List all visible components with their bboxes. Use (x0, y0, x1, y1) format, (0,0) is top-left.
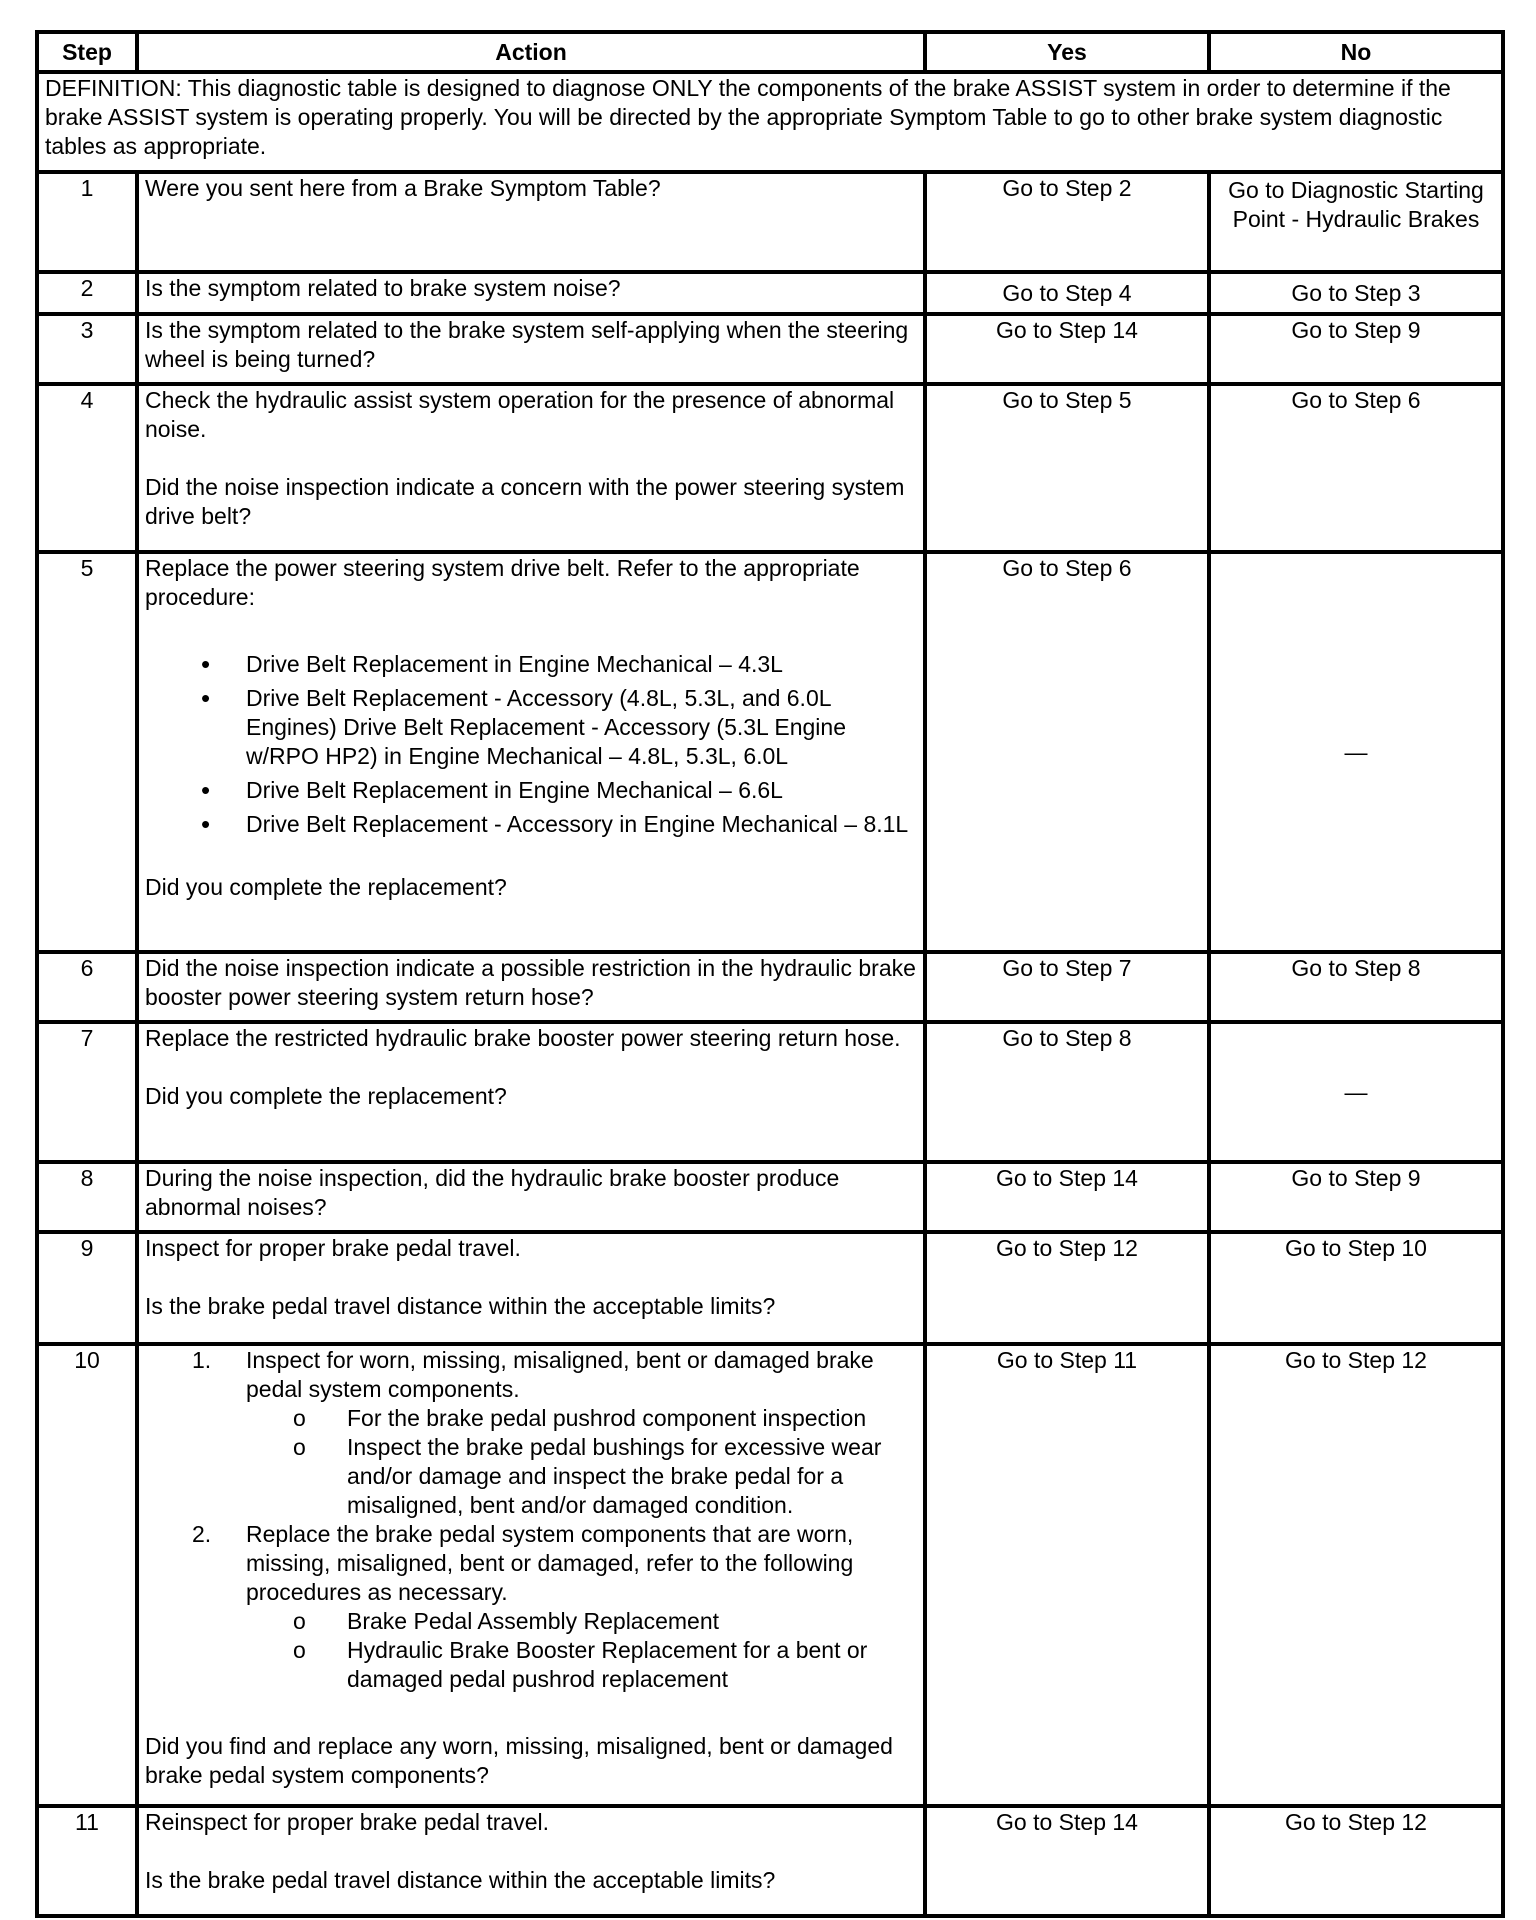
action-cell (137, 1344, 925, 1806)
sub-list (246, 1607, 917, 1694)
action-text: Is the symptom related to brake system noise? (145, 275, 621, 301)
table-row (37, 314, 1503, 384)
no-cell: — (1209, 552, 1503, 952)
action-text: Did the noise inspection indicate a possible restriction in the hydraulic brake booster power steering system return hose? (145, 955, 916, 1010)
definition-text: DEFINITION: This diagnostic table is designed to diagnose ONLY the components of the brake ASSIST system in order to determine if the brake ASSIST system is operating properly. You will be directed by the appropriate Symptom Table to go to other brake system diagnostic tables as appropriate. (37, 72, 1503, 172)
table-row (37, 272, 1503, 314)
action-cell (137, 1806, 925, 1916)
table-row (37, 172, 1503, 272)
no-cell: Go to Step 9 (1209, 314, 1503, 384)
action-question: Did you find and replace any worn, missing, misaligned, bent or damaged brake pedal system components? (145, 1733, 893, 1788)
action-text: Is the symptom related to the brake system self-applying when the steering wheel is being turned? (145, 317, 909, 372)
no-cell: Go to Step 12 (1209, 1806, 1503, 1916)
action-cell (137, 552, 925, 952)
step-number: 1 (37, 172, 137, 272)
no-cell: Go to Step 12 (1209, 1344, 1503, 1806)
step-number: 3 (37, 314, 137, 384)
action-question: Did you complete the replacement? (145, 874, 507, 900)
yes-cell: Go to Step 6 (925, 552, 1209, 952)
step-number: 9 (37, 1232, 137, 1344)
step-number: 4 (37, 384, 137, 552)
header-step: Step (37, 32, 137, 72)
list-item: • Drive Belt Replacement - Accessory in Engine Mechanical – 8.1L (201, 810, 917, 839)
action-text: Replace the restricted hydraulic brake booster power steering return hose. (145, 1025, 901, 1051)
procedure-list (145, 650, 917, 839)
step-number: 6 (37, 952, 137, 1022)
sub-item: o Hydraulic Brake Booster Replacement for a bent or damaged pedal pushrod replacement (293, 1636, 917, 1694)
step-number: 11 (37, 1806, 137, 1916)
yes-cell: Go to Step 4 (925, 272, 1209, 314)
action-cell (137, 952, 925, 1022)
action-text: Were you sent here from a Brake Symptom Table? (145, 175, 661, 201)
list-item: • Drive Belt Replacement in Engine Mechanical – 4.3L (201, 650, 917, 679)
action-cell (137, 1232, 925, 1344)
yes-cell: Go to Step 8 (925, 1022, 1209, 1162)
item-number: 2. (192, 1521, 212, 1547)
action-cell (137, 1162, 925, 1232)
action-cell (137, 314, 925, 384)
yes-cell: Go to Step 14 (925, 314, 1209, 384)
step-number: 10 (37, 1344, 137, 1806)
action-question: Is the brake pedal travel distance within the acceptable limits? (145, 1293, 776, 1319)
item-text: Replace the brake pedal system components that are worn, missing, misaligned, bent or damaged, refer to the following procedures as necessary. (246, 1521, 854, 1605)
list-item (192, 1346, 917, 1520)
no-cell: Go to Diagnostic Starting Point - Hydraulic Brakes (1209, 172, 1503, 272)
no-cell: Go to Step 10 (1209, 1232, 1503, 1344)
yes-cell: Go to Step 14 (925, 1162, 1209, 1232)
action-text: Replace the power steering system drive belt. Refer to the appropriate procedure: (145, 555, 860, 610)
sub-item: o Inspect the brake pedal bushings for excessive wear and/or damage and inspect the brake pedal for a misaligned, bent and/or damaged condition. (293, 1433, 917, 1520)
table-row (37, 1344, 1503, 1806)
sub-list (246, 1404, 917, 1520)
no-cell: Go to Step 3 (1209, 272, 1503, 314)
action-text: Reinspect for proper brake pedal travel. (145, 1809, 549, 1835)
no-cell: Go to Step 8 (1209, 952, 1503, 1022)
item-text: Inspect for worn, missing, misaligned, bent or damaged brake pedal system components. (246, 1347, 874, 1402)
yes-cell: Go to Step 5 (925, 384, 1209, 552)
inspection-steps (145, 1346, 917, 1694)
list-item: • Drive Belt Replacement - Accessory (4.8L, 5.3L, and 6.0L Engines) Drive Belt Replacement - Accessory (5.3L Engine w/RPO HP2) in Engine Mechanical – 4.8L, 5.3L, 6.0L (201, 684, 917, 771)
yes-cell: Go to Step 14 (925, 1806, 1209, 1916)
yes-cell: Go to Step 12 (925, 1232, 1209, 1344)
table-row (37, 1806, 1503, 1916)
action-cell (137, 272, 925, 314)
action-question: Did you complete the replacement? (145, 1083, 507, 1109)
definition-row (37, 72, 1503, 172)
step-number: 2 (37, 272, 137, 314)
header-yes: Yes (925, 32, 1209, 72)
action-question: Is the brake pedal travel distance within the acceptable limits? (145, 1867, 776, 1893)
yes-cell: Go to Step 2 (925, 172, 1209, 272)
no-cell: Go to Step 9 (1209, 1162, 1503, 1232)
action-text: Check the hydraulic assist system operation for the presence of abnormal noise. (145, 387, 895, 442)
table-row (37, 952, 1503, 1022)
diagnostic-table (35, 30, 1505, 1918)
list-item: • Drive Belt Replacement in Engine Mechanical – 6.6L (201, 776, 917, 805)
sub-item: o For the brake pedal pushrod component inspection (293, 1404, 917, 1433)
sub-item: o Brake Pedal Assembly Replacement (293, 1607, 917, 1636)
action-question: Did the noise inspection indicate a concern with the power steering system drive belt? (145, 474, 905, 529)
header-row (37, 32, 1503, 72)
action-cell (137, 384, 925, 552)
no-cell: — (1209, 1022, 1503, 1162)
header-no: No (1209, 32, 1503, 72)
action-cell (137, 172, 925, 272)
no-cell: Go to Step 6 (1209, 384, 1503, 552)
table-row (37, 1162, 1503, 1232)
action-text: Inspect for proper brake pedal travel. (145, 1235, 521, 1261)
yes-cell: Go to Step 11 (925, 1344, 1209, 1806)
table-row (37, 1022, 1503, 1162)
step-number: 7 (37, 1022, 137, 1162)
step-number: 5 (37, 552, 137, 952)
step-number: 8 (37, 1162, 137, 1232)
yes-cell: Go to Step 7 (925, 952, 1209, 1022)
header-action: Action (137, 32, 925, 72)
table-row (37, 384, 1503, 552)
table-row (37, 552, 1503, 952)
action-cell (137, 1022, 925, 1162)
table-row (37, 1232, 1503, 1344)
item-number: 1. (192, 1347, 212, 1373)
action-text: During the noise inspection, did the hydraulic brake booster produce abnormal noises? (145, 1165, 840, 1220)
diagnostic-table-page (35, 30, 1501, 1893)
list-item (192, 1520, 917, 1694)
